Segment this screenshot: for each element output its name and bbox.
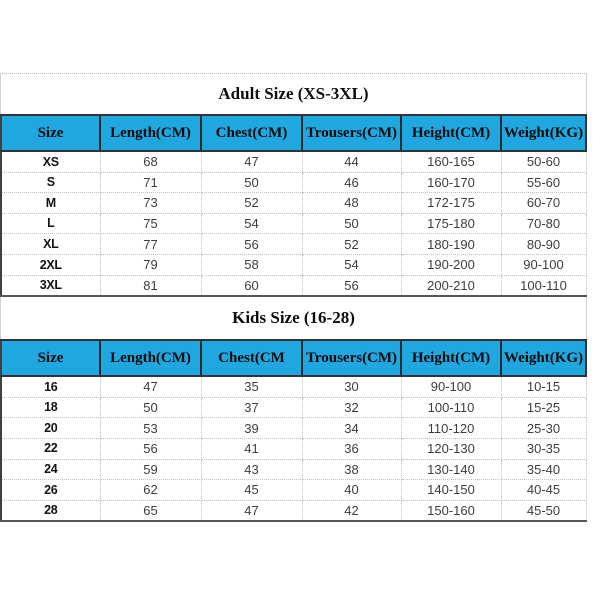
table-row bbox=[1, 459, 586, 480]
value-cell: 175-180 bbox=[401, 213, 501, 234]
value-cell: 52 bbox=[201, 193, 302, 214]
adult-size-title: Adult Size (XS-3XL) bbox=[0, 73, 587, 114]
value-cell: 10-15 bbox=[501, 376, 586, 397]
value-cell: 52 bbox=[302, 234, 401, 255]
value-cell: 90-100 bbox=[401, 376, 501, 397]
table-row bbox=[1, 151, 586, 172]
column-header-height: Height(CM) bbox=[401, 340, 501, 376]
size-cell: 16 bbox=[1, 376, 100, 397]
kids-header-row bbox=[1, 340, 586, 376]
value-cell: 200-210 bbox=[401, 275, 501, 296]
value-cell: 56 bbox=[201, 234, 302, 255]
value-cell: 110-120 bbox=[401, 418, 501, 439]
column-header-length: Length(CM) bbox=[100, 340, 201, 376]
value-cell: 48 bbox=[302, 193, 401, 214]
value-cell: 35 bbox=[201, 376, 302, 397]
value-cell: 55-60 bbox=[501, 172, 586, 193]
column-header-height: Height(CM) bbox=[401, 115, 501, 151]
size-cell: S bbox=[1, 172, 100, 193]
value-cell: 90-100 bbox=[501, 254, 586, 275]
size-cell: 18 bbox=[1, 397, 100, 418]
value-cell: 100-110 bbox=[501, 275, 586, 296]
value-cell: 47 bbox=[201, 500, 302, 521]
kids-size-table bbox=[0, 339, 587, 522]
value-cell: 75 bbox=[100, 213, 201, 234]
value-cell: 150-160 bbox=[401, 500, 501, 521]
value-cell: 59 bbox=[100, 459, 201, 480]
size-cell: 24 bbox=[1, 459, 100, 480]
value-cell: 180-190 bbox=[401, 234, 501, 255]
value-cell: 46 bbox=[302, 172, 401, 193]
value-cell: 56 bbox=[302, 275, 401, 296]
adult-size-table bbox=[0, 114, 587, 297]
value-cell: 120-130 bbox=[401, 438, 501, 459]
value-cell: 50-60 bbox=[501, 151, 586, 172]
value-cell: 42 bbox=[302, 500, 401, 521]
size-cell: XL bbox=[1, 234, 100, 255]
value-cell: 79 bbox=[100, 254, 201, 275]
table-row bbox=[1, 193, 586, 214]
value-cell: 73 bbox=[100, 193, 201, 214]
value-cell: 190-200 bbox=[401, 254, 501, 275]
adult-size-section bbox=[0, 73, 600, 297]
table-row bbox=[1, 172, 586, 193]
value-cell: 60-70 bbox=[501, 193, 586, 214]
column-header-chest: Chest(CM) bbox=[201, 115, 302, 151]
size-cell: 2XL bbox=[1, 254, 100, 275]
value-cell: 32 bbox=[302, 397, 401, 418]
table-row bbox=[1, 438, 586, 459]
value-cell: 44 bbox=[302, 151, 401, 172]
value-cell: 71 bbox=[100, 172, 201, 193]
value-cell: 41 bbox=[201, 438, 302, 459]
adult-header-row bbox=[1, 115, 586, 151]
column-header-weight: Weight(KG) bbox=[501, 115, 586, 151]
table-row bbox=[1, 480, 586, 501]
value-cell: 60 bbox=[201, 275, 302, 296]
value-cell: 130-140 bbox=[401, 459, 501, 480]
table-row bbox=[1, 500, 586, 521]
value-cell: 43 bbox=[201, 459, 302, 480]
value-cell: 81 bbox=[100, 275, 201, 296]
table-row bbox=[1, 376, 586, 397]
value-cell: 62 bbox=[100, 480, 201, 501]
size-cell: L bbox=[1, 213, 100, 234]
value-cell: 37 bbox=[201, 397, 302, 418]
value-cell: 30-35 bbox=[501, 438, 586, 459]
value-cell: 53 bbox=[100, 418, 201, 439]
size-cell: 20 bbox=[1, 418, 100, 439]
value-cell: 68 bbox=[100, 151, 201, 172]
value-cell: 15-25 bbox=[501, 397, 586, 418]
table-row bbox=[1, 254, 586, 275]
value-cell: 38 bbox=[302, 459, 401, 480]
column-header-size: Size bbox=[1, 115, 100, 151]
value-cell: 65 bbox=[100, 500, 201, 521]
value-cell: 40-45 bbox=[501, 480, 586, 501]
table-row bbox=[1, 234, 586, 255]
value-cell: 39 bbox=[201, 418, 302, 439]
value-cell: 140-150 bbox=[401, 480, 501, 501]
value-cell: 47 bbox=[201, 151, 302, 172]
value-cell: 50 bbox=[100, 397, 201, 418]
value-cell: 160-170 bbox=[401, 172, 501, 193]
value-cell: 47 bbox=[100, 376, 201, 397]
value-cell: 25-30 bbox=[501, 418, 586, 439]
value-cell: 34 bbox=[302, 418, 401, 439]
column-header-chest: Chest(CM bbox=[201, 340, 302, 376]
column-header-size: Size bbox=[1, 340, 100, 376]
value-cell: 45 bbox=[201, 480, 302, 501]
value-cell: 36 bbox=[302, 438, 401, 459]
kids-size-title: Kids Size (16-28) bbox=[0, 297, 587, 339]
value-cell: 50 bbox=[302, 213, 401, 234]
table-row bbox=[1, 397, 586, 418]
size-cell: XS bbox=[1, 151, 100, 172]
value-cell: 50 bbox=[201, 172, 302, 193]
value-cell: 40 bbox=[302, 480, 401, 501]
value-cell: 70-80 bbox=[501, 213, 586, 234]
size-cell: 3XL bbox=[1, 275, 100, 296]
column-header-length: Length(CM) bbox=[100, 115, 201, 151]
value-cell: 45-50 bbox=[501, 500, 586, 521]
value-cell: 77 bbox=[100, 234, 201, 255]
value-cell: 35-40 bbox=[501, 459, 586, 480]
value-cell: 30 bbox=[302, 376, 401, 397]
value-cell: 54 bbox=[302, 254, 401, 275]
table-row bbox=[1, 418, 586, 439]
kids-size-section bbox=[0, 297, 600, 522]
value-cell: 172-175 bbox=[401, 193, 501, 214]
column-header-weight: Weight(KG) bbox=[501, 340, 586, 376]
size-cell: 26 bbox=[1, 480, 100, 501]
value-cell: 58 bbox=[201, 254, 302, 275]
value-cell: 54 bbox=[201, 213, 302, 234]
value-cell: 160-165 bbox=[401, 151, 501, 172]
size-cell: 22 bbox=[1, 438, 100, 459]
value-cell: 56 bbox=[100, 438, 201, 459]
column-header-trousers: Trousers(CM) bbox=[302, 115, 401, 151]
value-cell: 80-90 bbox=[501, 234, 586, 255]
value-cell: 100-110 bbox=[401, 397, 501, 418]
column-header-trousers: Trousers(CM) bbox=[302, 340, 401, 376]
size-cell: 28 bbox=[1, 500, 100, 521]
table-row bbox=[1, 275, 586, 296]
table-row bbox=[1, 213, 586, 234]
size-cell: M bbox=[1, 193, 100, 214]
